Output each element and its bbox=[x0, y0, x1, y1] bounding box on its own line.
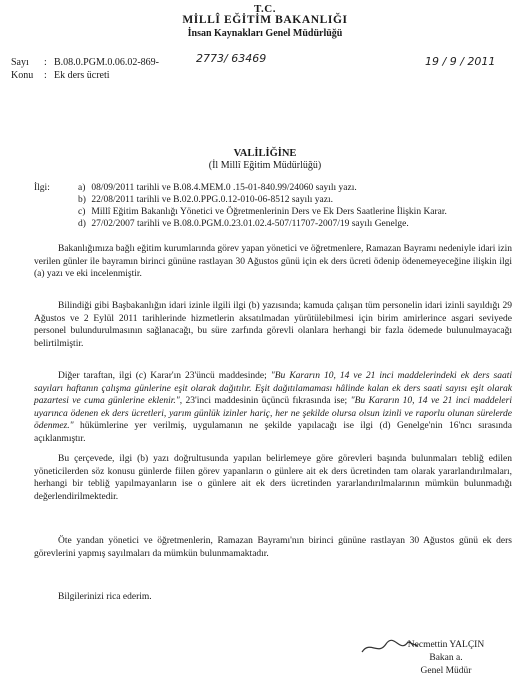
header-ministry: MİLLÎ EĞİTİM BAKANLIĞI bbox=[182, 14, 348, 26]
reference-item bbox=[78, 219, 409, 229]
header-department: İnsan Kaynakları Genel Müdürlüğü bbox=[187, 28, 343, 39]
konu-label: Konu bbox=[11, 70, 34, 81]
signer-title-2: Genel Müdür bbox=[420, 666, 472, 676]
sayi-label: Sayı bbox=[11, 57, 29, 68]
sayi-sep: : bbox=[44, 57, 47, 68]
reference-letter: b) bbox=[78, 195, 86, 205]
p3-quote-2: "Bu Kararın 10, 14 ve 21 inci maddeleri uyarınca ödenen ek ders ücretleri, yarım günlük izinler hariç, her ne şekilde olursa olsun izinli ve raporlu olunan sürelerde ödenmez." bbox=[34, 396, 512, 432]
body-paragraph-1: Bakanlığımıza bağlı eğitim kurumlarında görev yapan yönetici ve öğretmenlere, Ramazan Bayramı nedeniyle idari izin verilen günler ile bayramın birinci gününe rastlayan 30 Ağustos günü için ek ders ücreti ödenip ödenemeyeceğine ilişkin ilgi (a) yazı ve eki incelenmiştir. bbox=[34, 244, 512, 280]
addressee-title: VALİLİĞİNE bbox=[233, 148, 297, 159]
konu-sep: : bbox=[44, 70, 47, 81]
reference-letter: c) bbox=[78, 207, 86, 217]
closing-sentence: Bilgilerinizi rica ederim. bbox=[58, 592, 152, 602]
reference-letter: a) bbox=[78, 183, 86, 193]
body-paragraph-2: Bilindiği gibi Başbakanlığın idari izinle ilgili ilgi (b) yazısında; kamuda çalışan tüm personelin idari izinli sayıldığı 29 Ağustos ve 2 Eylül 2011 tarihlerinde hizmetlerin aksatılmadan yürütülebilmesi için birim amirlerince asgari seviyede personel bulundurulmasının sağlanacağı, bu süre zarfında görevli olanlara herhangi bir fazla ödemede bulunulmayacağı belirtilmiştir. bbox=[34, 301, 512, 349]
reference-text: Millî Eğitim Bakanlığı Yönetici ve Öğretmenlerinin Ders ve Ek Ders Saatlerine İlişkin Karar. bbox=[91, 207, 447, 217]
reference-item bbox=[78, 195, 333, 205]
sayi-value: B.08.0.PGM.0.06.02-869- bbox=[54, 57, 160, 68]
signer-title-1: Bakan a. bbox=[429, 653, 463, 663]
body-paragraph-3 bbox=[34, 370, 512, 446]
body-paragraph-4: Bu çerçevede, ilgi (b) yazı doğrultusunda yapılan belirlemeye göre görevleri başında bulunmaları tebliğ edilen yöneticilerden söz konusu günlerde fiilen görev yapanların o günlere ait ek ders ücretinden tam olarak yararlandırılmaları, herhangi bir tebliğ yapılmayanların ise o günlere ait ek ders ücretinden yararlandırılmalarının mümkün bulunmadığı değerlendirilmektedir. bbox=[34, 454, 512, 502]
reference-letter: d) bbox=[78, 219, 86, 229]
references-label: İlgi: bbox=[34, 183, 50, 193]
sayi-handwritten-number: 2773/ 63469 bbox=[196, 52, 267, 65]
p3-quote-1: "Bu Kararın 10, 14 ve 21 inci maddelerindeki ek ders saati sayıları haftanın çalışma günlerine eşit olarak dağıtılır. Eşit dağıtılamaması hâlinde kalan ek ders saati sayısı eşit olarak pazartesi ve cuma günlerine eklenir." bbox=[34, 371, 513, 407]
reference-item bbox=[78, 183, 357, 193]
p3-intro: Diğer taraftan, ilgi (c) Karar'ın 23'üncü maddesinde; bbox=[58, 371, 271, 381]
reference-item bbox=[78, 207, 447, 217]
letter-date: 19 / 9 / 2011 bbox=[425, 55, 496, 68]
header-tc: T.C. bbox=[254, 3, 276, 15]
body-paragraph-5: Öte yandan yönetici ve öğretmenlerin, Ramazan Bayramı'nın birinci gününe rastlayan 30 Ağustos günü ek ders görevlerini yapmış sayılmaları da mümkün bulunmamaktadır. bbox=[34, 536, 512, 559]
p3-end: hükümlerine yer verilmiş, uygulamanın ne şekilde yapılacağı ise ilgi (d) Genelge'nin 16'ncı sırasında açıklanmıştır. bbox=[34, 421, 512, 444]
p3-mid: , 23'inci maddesinin üçüncü fıkrasında ise; bbox=[179, 396, 351, 407]
signer-name: Necmettin YALÇIN bbox=[407, 640, 485, 650]
addressee-subtitle: (İl Millî Eğitim Müdürlüğü) bbox=[208, 160, 322, 171]
reference-text: 27/02/2007 tarihli ve B.08.0.PGM.0.23.01.02.4-507/11707-2007/19 sayılı Genelge. bbox=[91, 219, 409, 229]
reference-text: 22/08/2011 tarihli ve B.02.0.PPG.0.12-010-06-8512 sayılı yazı. bbox=[91, 195, 333, 205]
reference-text: 08/09/2011 tarihli ve B.08.4.MEM.0 .15-01-840.99/24060 sayılı yazı. bbox=[91, 183, 357, 193]
konu-value: Ek ders ücreti bbox=[54, 70, 110, 81]
